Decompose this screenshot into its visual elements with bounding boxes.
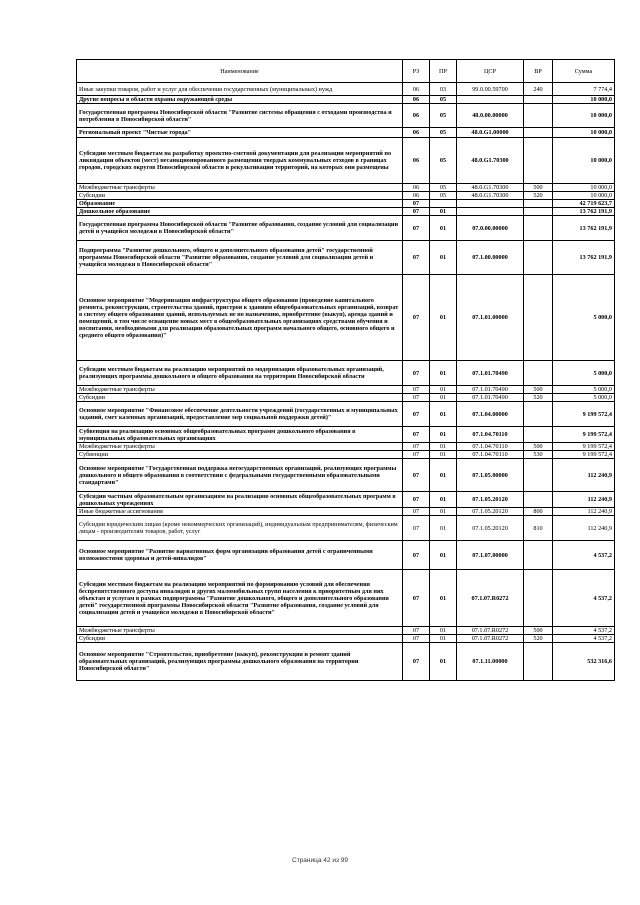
cell-csr: 99.0.00.59700 [457, 83, 524, 96]
cell-rz: 06 [403, 184, 430, 192]
cell-csr: 07.1.01.00000 [457, 275, 524, 361]
cell-vr [524, 208, 553, 216]
cell-sum: 10 000,0 [553, 184, 615, 192]
cell-pr: 05 [430, 96, 457, 104]
header-pr: ПР [430, 60, 457, 83]
table-row [77, 200, 615, 208]
cell-pr: 01 [430, 402, 457, 427]
table-row [77, 451, 615, 459]
cell-csr: 48.0.G1.70300 [457, 138, 524, 184]
table-row [77, 508, 615, 516]
cell-rz: 07 [403, 635, 430, 643]
cell-vr [524, 492, 553, 508]
cell-vr [524, 275, 553, 361]
cell-pr: 01 [430, 361, 457, 386]
cell-rz: 07 [403, 427, 430, 443]
cell-rz: 07 [403, 208, 430, 216]
cell-rz: 07 [403, 386, 430, 394]
cell-csr: 07.1.05.00000 [457, 459, 524, 492]
cell-vr [524, 427, 553, 443]
cell-name: Субсидии местным бюджетам на реализацию мероприятий по модернизации образовательных организаций, реализующих программы дошкольного и общего образования на территории Новосибирской области [77, 361, 403, 386]
cell-csr: 07.1.11.00000 [457, 643, 524, 681]
cell-sum: 112 240,9 [553, 459, 615, 492]
table-row [77, 394, 615, 402]
cell-name: Субсидии юридическим лицам (кроме некоммерческих организаций), индивидуальным предпринимателям, физическим лицам - производителям товаров, работ, услуг [77, 516, 403, 541]
cell-sum: 7 774,4 [553, 83, 615, 96]
cell-rz: 06 [403, 192, 430, 200]
cell-sum: 10 000,0 [553, 138, 615, 184]
budget-table [76, 59, 615, 681]
cell-rz: 06 [403, 83, 430, 96]
cell-csr: 07.0.00.00000 [457, 216, 524, 241]
cell-rz: 07 [403, 570, 430, 627]
cell-rz: 06 [403, 96, 430, 104]
table-row [77, 635, 615, 643]
cell-sum: 10 000,0 [553, 104, 615, 128]
cell-vr [524, 200, 553, 208]
cell-pr: 01 [430, 386, 457, 394]
cell-vr [524, 128, 553, 138]
cell-csr: 07.1.05.20120 [457, 516, 524, 541]
cell-csr: 07.1.04.70110 [457, 427, 524, 443]
cell-rz: 07 [403, 492, 430, 508]
cell-name: Государственная программа Новосибирской области "Развитие образования, создание условий для социализации детей и учащейся молодежи в Новосибирской области" [77, 216, 403, 241]
cell-vr: 810 [524, 516, 553, 541]
table-row [77, 541, 615, 570]
cell-rz: 07 [403, 451, 430, 459]
cell-pr: 01 [430, 570, 457, 627]
table-row [77, 275, 615, 361]
table-row [77, 570, 615, 627]
cell-pr [430, 200, 457, 208]
cell-name: Субвенция на реализацию основных общеобразовательных программ дошкольного образования в муниципальных образовательных организациях [77, 427, 403, 443]
table-row [77, 516, 615, 541]
table-row [77, 192, 615, 200]
cell-name: Субсидии [77, 635, 403, 643]
cell-csr: 07.1.05.20120 [457, 492, 524, 508]
cell-name: Основное мероприятие "Государственная поддержка негосударственных организаций, реализующих программы дошкольного и общего образования в соответствии с федеральными государственными образовательными стандартами" [77, 459, 403, 492]
cell-sum: 9 199 572,4 [553, 427, 615, 443]
header-sum: Сумма [553, 60, 615, 83]
cell-pr: 05 [430, 184, 457, 192]
table-row [77, 138, 615, 184]
cell-rz: 07 [403, 275, 430, 361]
cell-pr: 01 [430, 275, 457, 361]
cell-name: Субсидии [77, 192, 403, 200]
table-row [77, 184, 615, 192]
cell-pr: 01 [430, 216, 457, 241]
cell-pr: 01 [430, 443, 457, 451]
cell-rz: 07 [403, 402, 430, 427]
cell-vr: 520 [524, 635, 553, 643]
cell-name: Субсидии местным бюджетам на разработку проектно-сметной документации для реализации мероприятий по ликвидации объектов (мест) несанкционированного размещения твердых коммунальных отходов в границах городов, городских округов Новосибирской области и рекультивации территорий, на которых они размещены [77, 138, 403, 184]
cell-csr: 48.0.G1.70300 [457, 184, 524, 192]
cell-sum: 10 000,0 [553, 96, 615, 104]
cell-vr [524, 216, 553, 241]
table-row [77, 83, 615, 96]
cell-pr: 05 [430, 138, 457, 184]
cell-pr: 01 [430, 492, 457, 508]
table-row [77, 361, 615, 386]
cell-vr: 520 [524, 394, 553, 402]
cell-vr: 240 [524, 83, 553, 96]
cell-vr [524, 459, 553, 492]
cell-pr: 01 [430, 208, 457, 216]
cell-vr [524, 402, 553, 427]
cell-vr [524, 570, 553, 627]
cell-rz: 07 [403, 643, 430, 681]
cell-pr: 03 [430, 83, 457, 96]
cell-name: Субвенции [77, 451, 403, 459]
cell-pr: 01 [430, 241, 457, 275]
cell-vr [524, 104, 553, 128]
table-body [77, 83, 615, 681]
cell-pr: 01 [430, 643, 457, 681]
cell-rz: 07 [403, 627, 430, 635]
cell-csr: 07.1.07.R0272 [457, 570, 524, 627]
table-row [77, 459, 615, 492]
cell-name: Межбюджетные трансферты [77, 184, 403, 192]
cell-rz: 06 [403, 138, 430, 184]
table-row [77, 104, 615, 128]
cell-vr [524, 643, 553, 681]
cell-pr: 01 [430, 541, 457, 570]
cell-rz: 07 [403, 443, 430, 451]
cell-pr: 01 [430, 627, 457, 635]
cell-vr: 500 [524, 184, 553, 192]
header-name: Наименование [77, 60, 403, 83]
table-row [77, 492, 615, 508]
table-row [77, 208, 615, 216]
cell-name: Межбюджетные трансферты [77, 443, 403, 451]
cell-csr: 07.1.01.70490 [457, 394, 524, 402]
cell-rz: 07 [403, 541, 430, 570]
cell-vr: 520 [524, 192, 553, 200]
cell-csr: 07.1.04.00000 [457, 402, 524, 427]
cell-name: Дошкольное образование [77, 208, 403, 216]
cell-pr: 05 [430, 104, 457, 128]
cell-rz: 06 [403, 128, 430, 138]
cell-vr [524, 96, 553, 104]
cell-pr: 01 [430, 508, 457, 516]
cell-pr: 01 [430, 451, 457, 459]
cell-sum: 112 240,9 [553, 492, 615, 508]
cell-rz: 07 [403, 361, 430, 386]
table-row [77, 427, 615, 443]
cell-name: Основное мероприятие "Строительство, приобретение (выкуп), реконструкция и ремонт зданий образовательных организаций, реализующих программы дошкольного образования на территории Новосибирской области" [77, 643, 403, 681]
cell-name: Другие вопросы в области охраны окружающей среды [77, 96, 403, 104]
cell-sum: 4 537,2 [553, 541, 615, 570]
cell-sum: 5 000,0 [553, 275, 615, 361]
cell-pr: 01 [430, 459, 457, 492]
cell-csr: 48.0.00.00000 [457, 104, 524, 128]
cell-sum: 4 537,2 [553, 627, 615, 635]
cell-rz: 07 [403, 200, 430, 208]
cell-sum: 112 240,9 [553, 516, 615, 541]
cell-pr: 05 [430, 192, 457, 200]
cell-vr: 500 [524, 386, 553, 394]
cell-sum: 13 762 191,9 [553, 216, 615, 241]
cell-csr: 07.1.07.00000 [457, 541, 524, 570]
cell-csr [457, 208, 524, 216]
cell-csr: 07.1.01.70490 [457, 386, 524, 394]
cell-rz: 07 [403, 216, 430, 241]
cell-name: Подпрограмма "Развитие дошкольного, общего и дополнительного образования детей" государственной программы Новосибирской области "Развитие образования, создание условий для социализации детей и учащейся молодежи в Новосибирской области" [77, 241, 403, 275]
cell-name: Образование [77, 200, 403, 208]
table-row [77, 241, 615, 275]
cell-sum: 5 000,0 [553, 394, 615, 402]
cell-csr [457, 96, 524, 104]
table-row [77, 402, 615, 427]
cell-sum: 532 316,6 [553, 643, 615, 681]
table-header-row [77, 60, 615, 83]
header-csr: ЦСР [457, 60, 524, 83]
cell-csr: 07.1.05.20120 [457, 508, 524, 516]
cell-vr: 500 [524, 627, 553, 635]
cell-csr [457, 200, 524, 208]
cell-vr: 500 [524, 443, 553, 451]
cell-name: Межбюджетные трансферты [77, 627, 403, 635]
cell-vr [524, 241, 553, 275]
cell-csr: 48.0.G1.70300 [457, 192, 524, 200]
cell-sum: 13 762 191,9 [553, 241, 615, 275]
cell-sum: 5 000,0 [553, 361, 615, 386]
cell-sum: 9 199 572,4 [553, 451, 615, 459]
cell-sum: 9 199 572,4 [553, 402, 615, 427]
page-footer: Страница 42 из 99 [292, 857, 348, 864]
table-row [77, 627, 615, 635]
cell-sum: 112 240,9 [553, 508, 615, 516]
cell-rz: 07 [403, 459, 430, 492]
cell-sum: 42 719 623,7 [553, 200, 615, 208]
cell-pr: 05 [430, 128, 457, 138]
cell-sum: 4 537,2 [553, 635, 615, 643]
cell-csr: 07.1.01.70490 [457, 361, 524, 386]
cell-name: Субсидии местным бюджетам на реализацию мероприятий по формированию условий для обеспечения беспрепятственного доступа инвалидов и других маломобильных групп населения к приоритетным для них объектам и услугам в рамках подпрограммы "Развитие дошкольного, общего и дополнительного образования детей" государственной программы Новосибирской области "Развитие образования, создание условий для социализации детей и учащейся молодежи в Новосибирской области" [77, 570, 403, 627]
cell-name: Межбюджетные трансферты [77, 386, 403, 394]
cell-csr: 07.1.04.70110 [457, 451, 524, 459]
cell-name: Иные бюджетные ассигнования [77, 508, 403, 516]
header-rz: РЗ [403, 60, 430, 83]
cell-sum: 4 537,2 [553, 570, 615, 627]
table-row [77, 643, 615, 681]
cell-name: Субсидии [77, 394, 403, 402]
cell-csr: 48.0.G1.00000 [457, 128, 524, 138]
cell-pr: 01 [430, 516, 457, 541]
cell-vr: 530 [524, 451, 553, 459]
cell-csr: 07.1.04.70110 [457, 443, 524, 451]
cell-name: Региональный проект "Чистые города" [77, 128, 403, 138]
cell-csr: 07.1.07.R0272 [457, 635, 524, 643]
cell-rz: 07 [403, 508, 430, 516]
cell-name: Основное мероприятие "Модернизация инфраструктуры общего образования (проведение капитального ремонта, реконструкции, строительства зданий, пристроя к зданиям общеобразовательных организаций, возврат в систему общего образования зданий, используемых не по назначению, приобретение (выкуп), аренда зданий и помещений, в том числе оснащение новых мест в общеобразовательных организациях средствами обучения и воспитания, необходимыми для реализации образовательных программ начального общего, основного общего и среднего общего образования)" [77, 275, 403, 361]
table-row [77, 216, 615, 241]
cell-vr [524, 541, 553, 570]
cell-sum: 13 762 191,9 [553, 208, 615, 216]
cell-name: Иные закупки товаров, работ и услуг для обеспечения государственных (муниципальных) нужд [77, 83, 403, 96]
table-row [77, 386, 615, 394]
cell-rz: 07 [403, 241, 430, 275]
table-row [77, 96, 615, 104]
cell-name: Субсидии частным образовательным организациям на реализацию основных общеобразовательных программ в дошкольных учреждениях [77, 492, 403, 508]
cell-pr: 01 [430, 394, 457, 402]
cell-sum: 10 000,0 [553, 192, 615, 200]
header-vr: ВР [524, 60, 553, 83]
cell-sum: 9 199 572,4 [553, 443, 615, 451]
cell-name: Основное мероприятие "Развитие вариативных форм организации образования детей с ограниченными возможностями здоровья и детей-инвалидов" [77, 541, 403, 570]
cell-pr: 01 [430, 427, 457, 443]
cell-name: Государственная программа Новосибирской области "Развитие системы обращения с отходами производства и потребления в Новосибирской области" [77, 104, 403, 128]
cell-pr: 01 [430, 635, 457, 643]
cell-sum: 10 000,0 [553, 128, 615, 138]
cell-csr: 07.1.07.R0272 [457, 627, 524, 635]
table-row [77, 443, 615, 451]
cell-vr [524, 138, 553, 184]
cell-name: Основное мероприятие "Финансовое обеспечение деятельности учреждений (государственных и муниципальных заданий, смет казенных организаций, предоставление мер социальной поддержки детей)" [77, 402, 403, 427]
cell-csr: 07.1.00.00000 [457, 241, 524, 275]
cell-sum: 5 000,0 [553, 386, 615, 394]
table-row [77, 128, 615, 138]
cell-vr [524, 361, 553, 386]
cell-rz: 06 [403, 104, 430, 128]
cell-rz: 07 [403, 516, 430, 541]
cell-rz: 07 [403, 394, 430, 402]
cell-vr: 800 [524, 508, 553, 516]
